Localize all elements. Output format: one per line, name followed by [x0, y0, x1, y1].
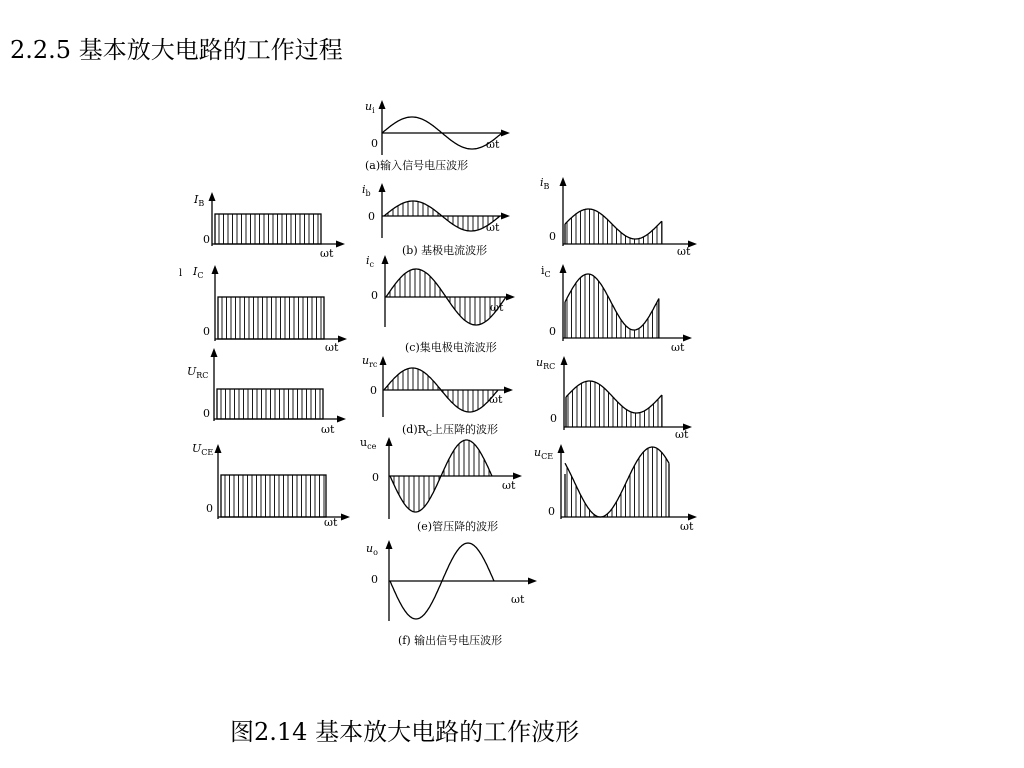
time-axis-label: ωt [680, 520, 694, 533]
origin-label: 0 [370, 384, 377, 397]
axis-label-sub: o [373, 548, 378, 557]
axis-label-sub: rc [369, 360, 378, 369]
total-rc-voltage-curve [566, 381, 662, 413]
dc-level-block [215, 214, 321, 244]
origin-label: 0 [203, 325, 210, 338]
panel-caption: (f) 输出信号电压波形 [398, 634, 503, 647]
time-axis-label: ωt [486, 221, 500, 234]
time-axis-label: ωt [675, 428, 689, 441]
origin-label: 0 [203, 407, 210, 420]
arrow-right-icon [337, 416, 346, 423]
axis-label-sub: RC [543, 362, 556, 371]
figure-caption: 图2.14 基本放大电路的工作波形 [230, 718, 580, 746]
arrow-up-icon [561, 356, 568, 365]
axis-label [187, 365, 208, 380]
axis-label-sub: CE [541, 452, 554, 461]
arrow-up-icon [212, 265, 219, 274]
time-axis-label: ωt [671, 341, 685, 354]
panel-caption: $(d)R_C$上压降的波形 [402, 423, 499, 438]
arrow-right-icon [506, 294, 515, 301]
axis-label-sub: B [543, 182, 550, 191]
arrow-up-icon [380, 356, 387, 365]
axis-label [536, 356, 555, 371]
axis-label [540, 176, 550, 191]
axis-label-main: i [362, 183, 366, 196]
time-axis-label: ωt [490, 301, 504, 314]
panel-dc-IC [179, 265, 347, 354]
axis-label-main: U [192, 442, 202, 455]
panel-caption: (b) 基极电流波形 [402, 244, 488, 257]
axis-label [192, 265, 203, 280]
arrow-right-icon [501, 213, 510, 220]
axis-label [360, 436, 377, 451]
time-axis-label: ωt [320, 247, 334, 260]
origin-label: 0 [371, 289, 378, 302]
time-axis-label: ωt [511, 593, 525, 606]
axis-label [362, 183, 371, 198]
time-axis-label: ωt [321, 423, 335, 436]
time-axis-label: ωt [489, 393, 503, 406]
axis-label-sub: C [544, 270, 551, 279]
origin-label: 0 [550, 412, 557, 425]
axis-label-main: i [366, 254, 370, 267]
origin-label: 0 [206, 502, 213, 515]
origin-label: 0 [372, 471, 379, 484]
arrow-up-icon [558, 444, 565, 453]
dc-level-block [218, 297, 324, 339]
arrow-right-icon [336, 241, 345, 248]
panel-urc [362, 354, 513, 438]
arrow-up-icon [209, 192, 216, 201]
origin-label: 0 [203, 233, 210, 246]
axis-label [541, 264, 551, 279]
arrow-right-icon [338, 336, 347, 343]
arrow-up-icon [382, 255, 389, 264]
axis-label [365, 100, 375, 115]
panel-dc-URC [187, 348, 346, 436]
axis-label [193, 193, 204, 208]
panel-dc-IB [193, 192, 345, 260]
axis-label-sub: CE [201, 448, 214, 457]
axis-label-main: I [194, 193, 199, 206]
arrow-up-icon [560, 264, 567, 273]
panel-total-uCE [534, 444, 697, 533]
time-axis-label: ωt [486, 138, 500, 151]
axis-label-main: i [540, 176, 544, 189]
arrow-up-icon [379, 183, 386, 192]
axis-label [366, 254, 375, 269]
axis-label-main: I [193, 265, 198, 278]
arrow-up-icon [386, 437, 393, 446]
origin-label: 0 [549, 325, 556, 338]
origin-label: 0 [368, 210, 375, 223]
arrow-right-icon [341, 514, 350, 521]
axis-label-sub: RC [196, 371, 209, 380]
arrow-up-icon [211, 348, 218, 357]
panel-ic [366, 254, 515, 354]
arrow-up-icon [386, 540, 393, 549]
panel-total-iB [540, 176, 697, 258]
axis-label [534, 446, 553, 461]
time-axis-label: ωt [502, 479, 516, 492]
axis-label-sub: c [369, 260, 375, 269]
axis-label [362, 354, 378, 369]
arrow-up-icon [560, 177, 567, 186]
panel-ib [362, 183, 510, 257]
arrow-right-icon [501, 130, 510, 137]
arrow-right-icon [528, 578, 537, 585]
panel-uce [360, 436, 522, 533]
origin-label: 0 [549, 230, 556, 243]
dc-level-block [217, 389, 323, 419]
panel-dc-UCE [192, 442, 350, 529]
axis-label-sub: i [372, 106, 375, 115]
axis-label-sub: C [197, 271, 204, 280]
panel-total-uRC [536, 356, 692, 441]
origin-label: 0 [371, 137, 378, 150]
panel-caption: (c)集电极电流波形 [405, 341, 497, 354]
panel-caption: (a)输入信号电压波形 [365, 159, 469, 172]
axis-label-main: u [536, 356, 544, 369]
origin-label: 0 [548, 505, 555, 518]
axis-label-main: i [541, 264, 545, 277]
origin-label: 0 [371, 573, 378, 586]
axis-label-sub: b [365, 189, 371, 198]
time-axis-label: ωt [325, 341, 339, 354]
arrow-right-icon [504, 387, 513, 394]
axis-label [192, 442, 213, 457]
time-axis-label: ωt [677, 245, 691, 258]
axis-label-sub: B [198, 199, 205, 208]
axis-label-main: u [360, 436, 368, 449]
stray-mark: l [179, 268, 183, 279]
axis-label-main: u [534, 446, 542, 459]
time-axis-label: ωt [324, 516, 338, 529]
total-base-current-curve [565, 209, 662, 239]
panel-total-iC [541, 264, 692, 354]
axis-label-main: u [362, 354, 370, 367]
panel-ui [365, 100, 510, 172]
panel-uo [366, 540, 537, 647]
axis-label-sub: ce [367, 442, 377, 451]
panel-caption: (e)管压降的波形 [417, 520, 499, 533]
axis-label-main: u [366, 542, 374, 555]
axis-label-main: U [187, 365, 197, 378]
axis-label-main: u [365, 100, 373, 113]
section-title: 2.2.5 基本放大电路的工作过程 [10, 36, 343, 64]
arrow-up-icon [215, 444, 222, 453]
axis-label [366, 542, 378, 557]
arrow-up-icon [379, 100, 386, 109]
